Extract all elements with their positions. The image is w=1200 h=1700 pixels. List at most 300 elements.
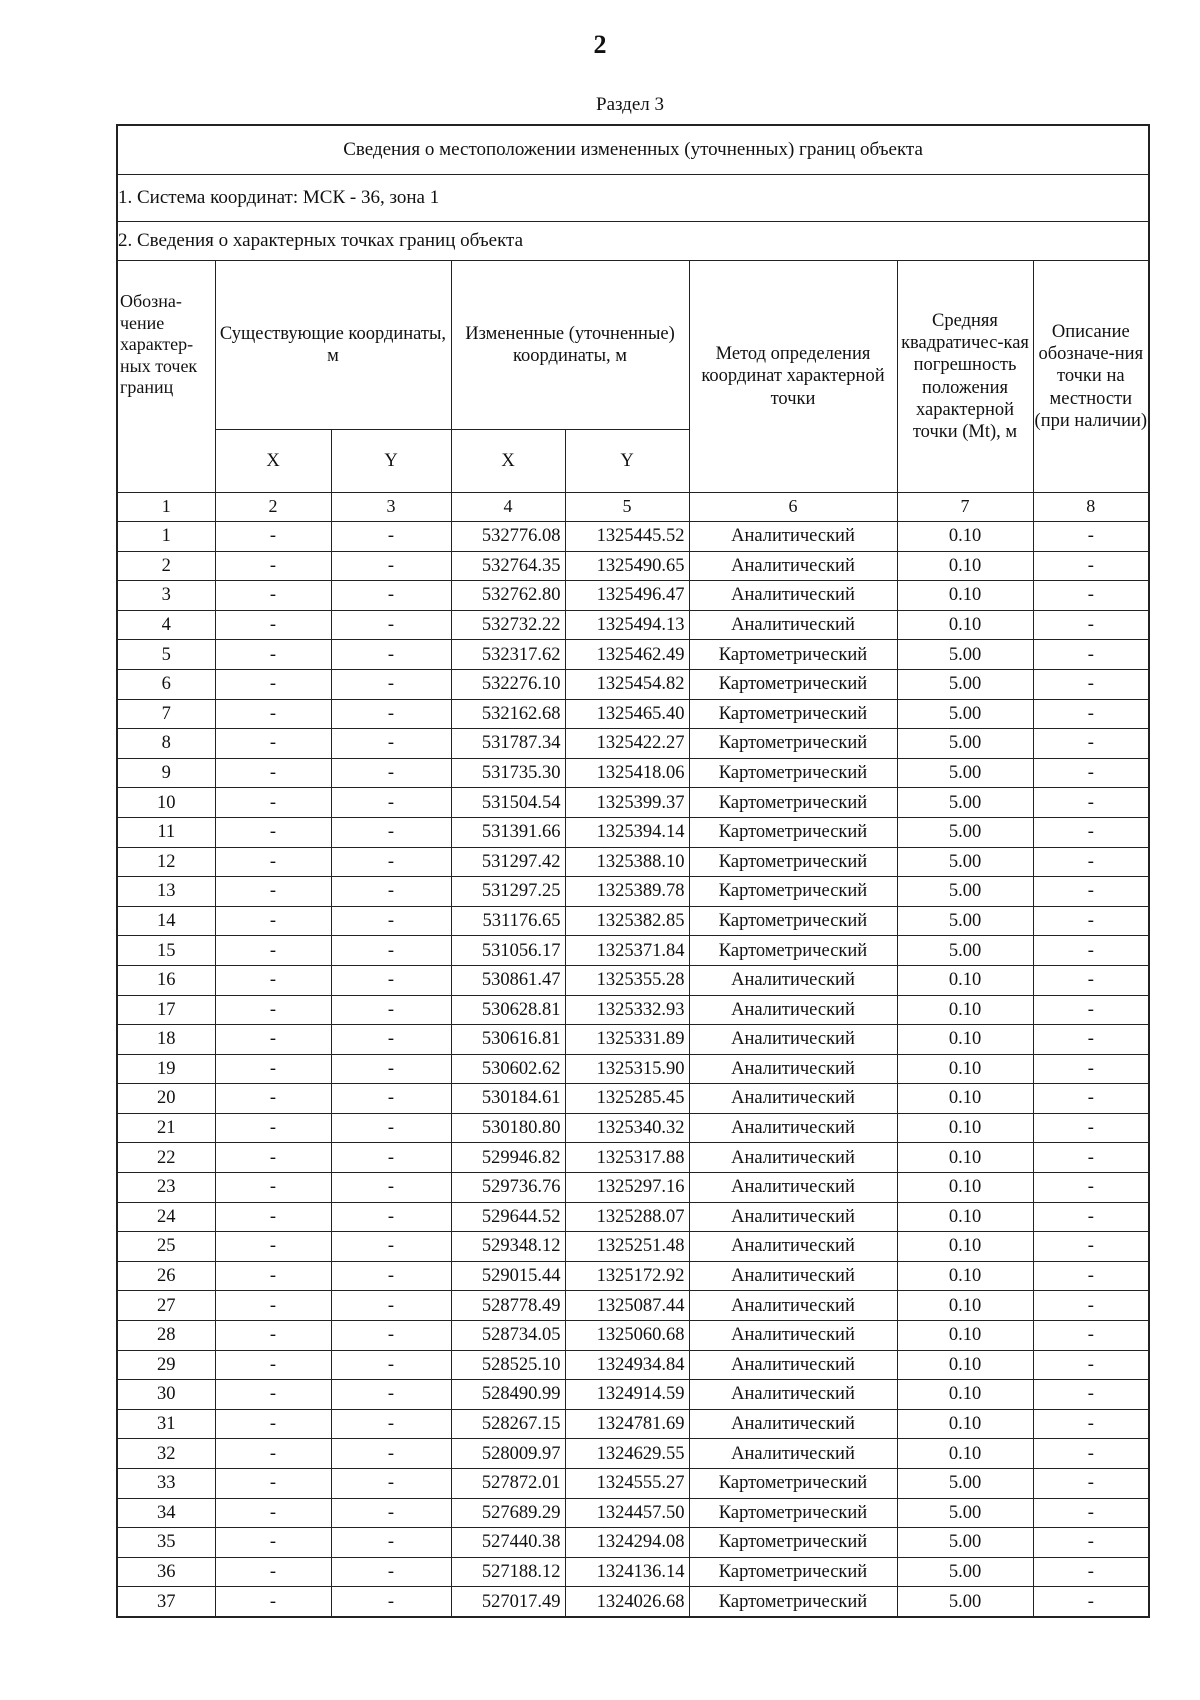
- cell-method: Аналитический: [689, 522, 897, 552]
- cell-changed-y: 1324934.84: [565, 1350, 689, 1380]
- cell-existing-y: -: [331, 1528, 451, 1558]
- cell-point-number: 14: [117, 906, 215, 936]
- cell-point-number: 6: [117, 669, 215, 699]
- cell-existing-y: -: [331, 1025, 451, 1055]
- table-body: [117, 522, 1149, 1617]
- cell-method: Картометрический: [689, 1498, 897, 1528]
- cell-existing-y: -: [331, 640, 451, 670]
- cell-changed-x: 531056.17: [451, 936, 565, 966]
- header-method: Метод определения координат характерной точки: [689, 261, 897, 493]
- cell-description: -: [1033, 758, 1149, 788]
- cell-point-number: 13: [117, 877, 215, 907]
- table-row: [117, 817, 1149, 847]
- cell-changed-x: 531391.66: [451, 817, 565, 847]
- cell-existing-x: -: [215, 1350, 331, 1380]
- cell-changed-y: 1324136.14: [565, 1557, 689, 1587]
- cell-existing-x: -: [215, 581, 331, 611]
- cell-changed-x: 529015.44: [451, 1261, 565, 1291]
- cell-changed-x: 531176.65: [451, 906, 565, 936]
- cell-error-mt: 5.00: [897, 1557, 1033, 1587]
- cell-changed-y: 1325454.82: [565, 669, 689, 699]
- cell-point-number: 7: [117, 699, 215, 729]
- cell-changed-y: 1325331.89: [565, 1025, 689, 1055]
- cell-changed-x: 530616.81: [451, 1025, 565, 1055]
- cell-existing-y: -: [331, 729, 451, 759]
- cell-existing-x: -: [215, 551, 331, 581]
- cell-changed-x: 528778.49: [451, 1291, 565, 1321]
- column-number: 5: [565, 493, 689, 522]
- cell-existing-x: -: [215, 1143, 331, 1173]
- cell-error-mt: 0.10: [897, 522, 1033, 552]
- cell-error-mt: 0.10: [897, 1439, 1033, 1469]
- cell-error-mt: 5.00: [897, 877, 1033, 907]
- cell-description: -: [1033, 1232, 1149, 1262]
- cell-error-mt: 5.00: [897, 817, 1033, 847]
- cell-method: Аналитический: [689, 1054, 897, 1084]
- cell-existing-y: -: [331, 847, 451, 877]
- cell-error-mt: 5.00: [897, 669, 1033, 699]
- table-row: [117, 699, 1149, 729]
- cell-changed-y: 1324555.27: [565, 1469, 689, 1499]
- cell-existing-y: -: [331, 1113, 451, 1143]
- cell-changed-x: 528525.10: [451, 1350, 565, 1380]
- column-number: 6: [689, 493, 897, 522]
- cell-changed-y: 1325355.28: [565, 965, 689, 995]
- cell-method: Аналитический: [689, 965, 897, 995]
- cell-method: Аналитический: [689, 1025, 897, 1055]
- table-row: [117, 1232, 1149, 1262]
- table-row: [117, 906, 1149, 936]
- cell-method: Аналитический: [689, 1321, 897, 1351]
- cell-description: -: [1033, 669, 1149, 699]
- cell-existing-x: -: [215, 1202, 331, 1232]
- cell-existing-x: -: [215, 965, 331, 995]
- table-row: [117, 1291, 1149, 1321]
- cell-changed-x: 527689.29: [451, 1498, 565, 1528]
- cell-existing-x: -: [215, 1232, 331, 1262]
- cell-description: -: [1033, 1528, 1149, 1558]
- cell-method: Аналитический: [689, 995, 897, 1025]
- cell-existing-y: -: [331, 995, 451, 1025]
- cell-error-mt: 0.10: [897, 551, 1033, 581]
- cell-existing-x: -: [215, 640, 331, 670]
- column-number: 3: [331, 493, 451, 522]
- cell-error-mt: 0.10: [897, 1291, 1033, 1321]
- cell-changed-y: 1325494.13: [565, 610, 689, 640]
- cell-method: Аналитический: [689, 1380, 897, 1410]
- cell-changed-y: 1324457.50: [565, 1498, 689, 1528]
- cell-changed-x: 527872.01: [451, 1469, 565, 1499]
- cell-point-number: 25: [117, 1232, 215, 1262]
- cell-existing-y: -: [331, 1291, 451, 1321]
- cell-existing-x: -: [215, 1557, 331, 1587]
- cell-method: Картометрический: [689, 669, 897, 699]
- cell-changed-y: 1325288.07: [565, 1202, 689, 1232]
- header-description: Описание обозначе-ния точки на местности (при наличии): [1033, 261, 1149, 493]
- cell-point-number: 11: [117, 817, 215, 847]
- table-row: [117, 965, 1149, 995]
- cell-error-mt: 5.00: [897, 1498, 1033, 1528]
- cell-existing-y: -: [331, 965, 451, 995]
- cell-changed-x: 529644.52: [451, 1202, 565, 1232]
- cell-error-mt: 0.10: [897, 1143, 1033, 1173]
- table-row: [117, 1469, 1149, 1499]
- cell-existing-y: -: [331, 1173, 451, 1203]
- table-row: [117, 1528, 1149, 1558]
- cell-changed-y: 1324914.59: [565, 1380, 689, 1410]
- cell-existing-x: -: [215, 995, 331, 1025]
- cell-changed-x: 531735.30: [451, 758, 565, 788]
- cell-changed-x: 530602.62: [451, 1054, 565, 1084]
- header-changed-y: Y: [565, 430, 689, 493]
- cell-existing-x: -: [215, 1321, 331, 1351]
- cell-description: -: [1033, 788, 1149, 818]
- header-existing-y: Y: [331, 430, 451, 493]
- cell-method: Картометрический: [689, 788, 897, 818]
- cell-changed-x: 527440.38: [451, 1528, 565, 1558]
- cell-point-number: 5: [117, 640, 215, 670]
- cell-existing-x: -: [215, 1113, 331, 1143]
- cell-changed-y: 1325317.88: [565, 1143, 689, 1173]
- cell-error-mt: 5.00: [897, 788, 1033, 818]
- table-row: [117, 1380, 1149, 1410]
- cell-changed-x: 529946.82: [451, 1143, 565, 1173]
- cell-changed-y: 1325399.37: [565, 788, 689, 818]
- cell-existing-x: -: [215, 1291, 331, 1321]
- table-row: [117, 551, 1149, 581]
- cell-changed-x: 530861.47: [451, 965, 565, 995]
- cell-method: Картометрический: [689, 936, 897, 966]
- cell-description: -: [1033, 1409, 1149, 1439]
- cell-error-mt: 0.10: [897, 965, 1033, 995]
- cell-method: Картометрический: [689, 1528, 897, 1558]
- boundary-points-table: [116, 124, 1150, 1618]
- cell-method: Картометрический: [689, 699, 897, 729]
- cell-changed-y: 1325445.52: [565, 522, 689, 552]
- table-row: [117, 1113, 1149, 1143]
- cell-point-number: 20: [117, 1084, 215, 1114]
- cell-point-number: 3: [117, 581, 215, 611]
- cell-existing-x: -: [215, 1261, 331, 1291]
- cell-existing-y: -: [331, 1557, 451, 1587]
- cell-description: -: [1033, 877, 1149, 907]
- cell-point-number: 24: [117, 1202, 215, 1232]
- cell-description: -: [1033, 640, 1149, 670]
- cell-changed-x: 532764.35: [451, 551, 565, 581]
- cell-method: Аналитический: [689, 1143, 897, 1173]
- cell-existing-y: -: [331, 788, 451, 818]
- cell-changed-x: 530180.80: [451, 1113, 565, 1143]
- cell-existing-y: -: [331, 758, 451, 788]
- cell-existing-x: -: [215, 847, 331, 877]
- table-row: [117, 669, 1149, 699]
- cell-description: -: [1033, 1557, 1149, 1587]
- cell-description: -: [1033, 1469, 1149, 1499]
- cell-changed-y: 1325389.78: [565, 877, 689, 907]
- cell-existing-x: -: [215, 1498, 331, 1528]
- cell-changed-x: 528734.05: [451, 1321, 565, 1351]
- cell-method: Аналитический: [689, 1409, 897, 1439]
- cell-description: -: [1033, 610, 1149, 640]
- cell-existing-y: -: [331, 1498, 451, 1528]
- cell-method: Аналитический: [689, 1291, 897, 1321]
- cell-existing-x: -: [215, 1173, 331, 1203]
- table-row: [117, 610, 1149, 640]
- cell-changed-y: 1324629.55: [565, 1439, 689, 1469]
- cell-error-mt: 0.10: [897, 610, 1033, 640]
- cell-error-mt: 0.10: [897, 1173, 1033, 1203]
- cell-point-number: 1: [117, 522, 215, 552]
- cell-error-mt: 0.10: [897, 1113, 1033, 1143]
- cell-changed-y: 1325332.93: [565, 995, 689, 1025]
- cell-description: -: [1033, 1587, 1149, 1617]
- cell-error-mt: 5.00: [897, 1469, 1033, 1499]
- cell-changed-y: 1325388.10: [565, 847, 689, 877]
- cell-description: -: [1033, 995, 1149, 1025]
- cell-point-number: 17: [117, 995, 215, 1025]
- cell-changed-y: 1325172.92: [565, 1261, 689, 1291]
- cell-point-number: 27: [117, 1291, 215, 1321]
- column-number-row: [117, 493, 1149, 522]
- cell-method: Картометрический: [689, 758, 897, 788]
- table-row: [117, 1498, 1149, 1528]
- cell-point-number: 23: [117, 1173, 215, 1203]
- cell-point-number: 37: [117, 1587, 215, 1617]
- cell-error-mt: 5.00: [897, 1528, 1033, 1558]
- cell-changed-y: 1325422.27: [565, 729, 689, 759]
- cell-existing-y: -: [331, 610, 451, 640]
- cell-changed-y: 1325315.90: [565, 1054, 689, 1084]
- cell-description: -: [1033, 1054, 1149, 1084]
- cell-changed-y: 1324781.69: [565, 1409, 689, 1439]
- cell-method: Картометрический: [689, 729, 897, 759]
- cell-changed-x: 530184.61: [451, 1084, 565, 1114]
- cell-error-mt: 0.10: [897, 1380, 1033, 1410]
- cell-existing-y: -: [331, 1469, 451, 1499]
- cell-changed-x: 532317.62: [451, 640, 565, 670]
- cell-description: -: [1033, 1025, 1149, 1055]
- column-number: 1: [117, 493, 215, 522]
- cell-method: Аналитический: [689, 1113, 897, 1143]
- cell-existing-x: -: [215, 877, 331, 907]
- cell-description: -: [1033, 1498, 1149, 1528]
- cell-changed-y: 1324026.68: [565, 1587, 689, 1617]
- cell-description: -: [1033, 817, 1149, 847]
- cell-existing-y: -: [331, 817, 451, 847]
- cell-description: -: [1033, 522, 1149, 552]
- header-error: Средняя квадратичес-кая погрешность положения характерной точки (Mt), м: [897, 261, 1033, 493]
- cell-changed-x: 532162.68: [451, 699, 565, 729]
- table-row: [117, 1054, 1149, 1084]
- cell-method: Картометрический: [689, 847, 897, 877]
- table-title: Сведения о местоположении измененных (уточненных) границ объекта: [117, 125, 1149, 175]
- cell-error-mt: 0.10: [897, 1025, 1033, 1055]
- cell-point-number: 16: [117, 965, 215, 995]
- cell-description: -: [1033, 1173, 1149, 1203]
- cell-description: -: [1033, 699, 1149, 729]
- cell-error-mt: 0.10: [897, 1261, 1033, 1291]
- cell-error-mt: 5.00: [897, 758, 1033, 788]
- cell-point-number: 32: [117, 1439, 215, 1469]
- cell-method: Аналитический: [689, 1202, 897, 1232]
- table-row: [117, 1439, 1149, 1469]
- cell-method: Аналитический: [689, 1439, 897, 1469]
- table-row: [117, 1143, 1149, 1173]
- cell-changed-x: 532776.08: [451, 522, 565, 552]
- cell-existing-x: -: [215, 1409, 331, 1439]
- cell-existing-y: -: [331, 699, 451, 729]
- cell-changed-x: 531297.42: [451, 847, 565, 877]
- cell-existing-y: -: [331, 1439, 451, 1469]
- cell-existing-y: -: [331, 669, 451, 699]
- cell-point-number: 34: [117, 1498, 215, 1528]
- table-row: [117, 1587, 1149, 1617]
- cell-description: -: [1033, 906, 1149, 936]
- table-row: [117, 1409, 1149, 1439]
- column-number: 7: [897, 493, 1033, 522]
- cell-changed-y: 1325285.45: [565, 1084, 689, 1114]
- cell-description: -: [1033, 1202, 1149, 1232]
- cell-error-mt: 5.00: [897, 640, 1033, 670]
- cell-description: -: [1033, 847, 1149, 877]
- cell-description: -: [1033, 1321, 1149, 1351]
- table-row: [117, 581, 1149, 611]
- cell-method: Картометрический: [689, 640, 897, 670]
- cell-changed-y: 1325490.65: [565, 551, 689, 581]
- cell-changed-y: 1324294.08: [565, 1528, 689, 1558]
- cell-existing-x: -: [215, 729, 331, 759]
- cell-existing-x: -: [215, 699, 331, 729]
- cell-changed-x: 527188.12: [451, 1557, 565, 1587]
- table-row: [117, 522, 1149, 552]
- table-row: [117, 995, 1149, 1025]
- cell-changed-x: 532276.10: [451, 669, 565, 699]
- cell-error-mt: 0.10: [897, 1409, 1033, 1439]
- cell-point-number: 28: [117, 1321, 215, 1351]
- cell-existing-x: -: [215, 906, 331, 936]
- cell-existing-x: -: [215, 522, 331, 552]
- cell-existing-x: -: [215, 788, 331, 818]
- cell-changed-x: 531787.34: [451, 729, 565, 759]
- cell-point-number: 4: [117, 610, 215, 640]
- cell-existing-x: -: [215, 1380, 331, 1410]
- cell-existing-y: -: [331, 906, 451, 936]
- cell-point-number: 29: [117, 1350, 215, 1380]
- cell-changed-x: 530628.81: [451, 995, 565, 1025]
- header-existing-coordinates: Существующие координаты, м: [215, 261, 451, 430]
- cell-description: -: [1033, 551, 1149, 581]
- cell-error-mt: 5.00: [897, 847, 1033, 877]
- cell-changed-y: 1325462.49: [565, 640, 689, 670]
- cell-error-mt: 5.00: [897, 729, 1033, 759]
- cell-error-mt: 0.10: [897, 1350, 1033, 1380]
- table-row: [117, 758, 1149, 788]
- column-number: 4: [451, 493, 565, 522]
- cell-point-number: 31: [117, 1409, 215, 1439]
- cell-changed-y: 1325060.68: [565, 1321, 689, 1351]
- cell-method: Аналитический: [689, 1350, 897, 1380]
- cell-method: Аналитический: [689, 1232, 897, 1262]
- table-row: [117, 877, 1149, 907]
- cell-point-number: 18: [117, 1025, 215, 1055]
- table-row: [117, 1557, 1149, 1587]
- cell-changed-x: 529736.76: [451, 1173, 565, 1203]
- cell-point-number: 15: [117, 936, 215, 966]
- table-row: [117, 936, 1149, 966]
- table-row: [117, 1202, 1149, 1232]
- cell-description: -: [1033, 1350, 1149, 1380]
- header-existing-x: X: [215, 430, 331, 493]
- cell-method: Аналитический: [689, 551, 897, 581]
- cell-error-mt: 0.10: [897, 1321, 1033, 1351]
- cell-existing-y: -: [331, 1587, 451, 1617]
- cell-existing-x: -: [215, 1587, 331, 1617]
- table-row: [117, 640, 1149, 670]
- cell-method: Аналитический: [689, 1261, 897, 1291]
- cell-existing-y: -: [331, 522, 451, 552]
- cell-existing-x: -: [215, 669, 331, 699]
- cell-changed-y: 1325465.40: [565, 699, 689, 729]
- cell-description: -: [1033, 1291, 1149, 1321]
- cell-description: -: [1033, 1439, 1149, 1469]
- cell-changed-y: 1325340.32: [565, 1113, 689, 1143]
- cell-error-mt: 5.00: [897, 936, 1033, 966]
- cell-changed-y: 1325087.44: [565, 1291, 689, 1321]
- cell-changed-y: 1325371.84: [565, 936, 689, 966]
- cell-error-mt: 0.10: [897, 1232, 1033, 1262]
- cell-point-number: 19: [117, 1054, 215, 1084]
- cell-point-number: 30: [117, 1380, 215, 1410]
- cell-description: -: [1033, 965, 1149, 995]
- cell-changed-x: 528490.99: [451, 1380, 565, 1410]
- table-row: [117, 1025, 1149, 1055]
- cell-existing-y: -: [331, 877, 451, 907]
- table-row: [117, 729, 1149, 759]
- cell-existing-x: -: [215, 1439, 331, 1469]
- cell-error-mt: 0.10: [897, 995, 1033, 1025]
- cell-description: -: [1033, 1261, 1149, 1291]
- cell-method: Аналитический: [689, 610, 897, 640]
- cell-existing-y: -: [331, 1261, 451, 1291]
- cell-changed-x: 532732.22: [451, 610, 565, 640]
- cell-changed-y: 1325251.48: [565, 1232, 689, 1262]
- cell-existing-y: -: [331, 551, 451, 581]
- table-row: [117, 1350, 1149, 1380]
- cell-method: Картометрический: [689, 1587, 897, 1617]
- cell-existing-y: -: [331, 936, 451, 966]
- cell-method: Аналитический: [689, 581, 897, 611]
- header-changed-coordinates: Измененные (уточненные) координаты, м: [451, 261, 689, 430]
- cell-existing-y: -: [331, 1380, 451, 1410]
- cell-point-number: 21: [117, 1113, 215, 1143]
- cell-description: -: [1033, 1113, 1149, 1143]
- cell-description: -: [1033, 1084, 1149, 1114]
- cell-existing-x: -: [215, 1528, 331, 1558]
- cell-description: -: [1033, 1380, 1149, 1410]
- cell-error-mt: 5.00: [897, 1587, 1033, 1617]
- cell-existing-x: -: [215, 1054, 331, 1084]
- cell-error-mt: 5.00: [897, 699, 1033, 729]
- cell-method: Аналитический: [689, 1084, 897, 1114]
- table-row: [117, 1173, 1149, 1203]
- coordinate-system: 1. Система координат: МСК - 36, зона 1: [117, 175, 1149, 222]
- cell-point-number: 9: [117, 758, 215, 788]
- cell-method: Картометрический: [689, 906, 897, 936]
- cell-point-number: 33: [117, 1469, 215, 1499]
- cell-changed-y: 1325394.14: [565, 817, 689, 847]
- cell-changed-y: 1325496.47: [565, 581, 689, 611]
- cell-error-mt: 0.10: [897, 581, 1033, 611]
